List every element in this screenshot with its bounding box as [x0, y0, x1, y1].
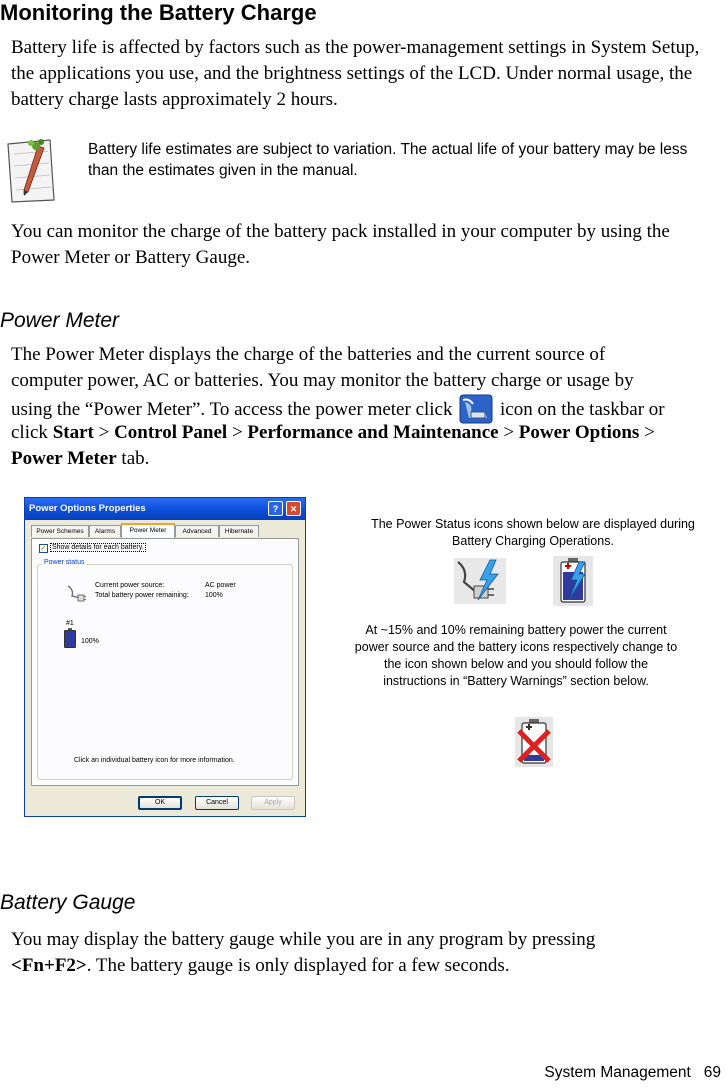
battery-1-percent: 100%	[81, 638, 99, 645]
path-click-text: click	[11, 422, 48, 443]
page-title: Monitoring the Battery Charge	[0, 0, 317, 25]
path-power-meter: Power Meter	[11, 448, 117, 469]
tab-power-meter[interactable]: Power Meter	[121, 523, 175, 538]
tab-alarms[interactable]: Alarms	[89, 525, 121, 537]
dialog-title-bar	[25, 498, 305, 520]
caption-charging: The Power Status icons shown below are displayed during Battery Charging Operations.	[371, 517, 695, 548]
battery-hint: Click an individual battery icon for more information.	[74, 757, 235, 764]
current-source-label: Current power source:	[95, 582, 165, 589]
power-meter-line-5	[11, 446, 149, 472]
ac-power-charging-icon	[454, 558, 506, 604]
show-details-row[interactable]	[39, 544, 146, 553]
path-sep: >	[503, 422, 515, 443]
power-meter-line-4	[11, 420, 655, 446]
path-sep: >	[231, 422, 243, 443]
key-combo: <Fn+F2>	[11, 955, 87, 976]
path-performance: Performance and Maintenance	[247, 422, 499, 443]
power-meter-heading: Power Meter	[0, 309, 120, 332]
path-tab-text: tab.	[121, 448, 150, 469]
battery-id: #1	[66, 620, 74, 627]
intro-paragraph: Battery life is affected by factors such as the power-management settings in System Setup, the applications you use, and the brightness settings of the LCD. Under normal usage, the battery charge lasts approximately 2 hours.	[11, 37, 700, 110]
page-footer	[544, 1064, 721, 1082]
tab-power-schemes[interactable]: Power Schemes	[31, 525, 89, 537]
battery-gauge-line-2	[11, 953, 510, 979]
ac-plug-icon	[66, 584, 86, 606]
footer-page-number: 69	[703, 1064, 721, 1081]
path-sep: >	[644, 422, 655, 443]
low-battery-warning-icon	[515, 717, 553, 767]
caption-low-battery: At ~15% and 10% remaining battery power the current power source and the battery icons respectively change to the icon shown below and you should follow the instructions in “Battery Warnings” section below.	[354, 623, 678, 688]
tab-advanced[interactable]: Advanced	[175, 525, 219, 537]
monitor-paragraph: You can monitor the charge of the battery pack installed in your computer by using the Power Meter or Battery Gauge.	[11, 221, 670, 268]
power-meter-line-2: computer power, AC or batteries. You may monitor the battery charge or usage by	[11, 370, 634, 391]
path-start: Start	[52, 422, 94, 443]
battery-charging-icon	[553, 556, 593, 606]
battery-gauge-line-1: You may display the battery gauge while you are in any program by pressing	[11, 929, 596, 950]
tab-hibernate[interactable]: Hibernate	[219, 525, 259, 537]
path-power-options: Power Options	[518, 422, 640, 443]
note-text: Battery life estimates are subject to variation. The actual life of your battery may be less than the estimates given in the manual.	[88, 141, 688, 179]
current-source-value: AC power	[205, 582, 236, 589]
power-status-label: Power status	[44, 559, 85, 566]
remaining-value: 100%	[205, 592, 223, 599]
show-details-label: Show details for each battery.	[51, 544, 144, 551]
note-pencil-icon	[6, 136, 56, 206]
power-meter-line-1: The Power Meter displays the charge of the batteries and the current source of	[11, 344, 606, 365]
apply-button: Apply	[251, 796, 295, 810]
remaining-label: Total battery power remaining:	[95, 592, 189, 599]
show-details-checkbox[interactable]: ✓	[40, 545, 47, 552]
battery-1-icon[interactable]	[64, 628, 76, 648]
line-3-start: using the “Power Meter”. To access the power meter click	[11, 399, 453, 420]
power-meter-panel	[31, 538, 299, 786]
line-3-end: icon on the taskbar or	[500, 399, 665, 420]
path-control-panel: Control Panel	[114, 422, 228, 443]
ok-button[interactable]: OK	[138, 796, 182, 810]
close-button[interactable]: ✕	[286, 501, 301, 516]
help-button[interactable]: ?	[268, 501, 283, 516]
battery-gauge-rest: . The battery gauge is only displayed for a few seconds.	[86, 955, 510, 976]
footer-section: System Management	[544, 1064, 691, 1081]
dialog-title: Power Options Properties	[29, 503, 146, 514]
path-sep: >	[98, 422, 110, 443]
cancel-button[interactable]: Cancel	[195, 796, 239, 810]
power-options-dialog	[24, 497, 306, 817]
battery-gauge-heading: Battery Gauge	[0, 891, 136, 914]
